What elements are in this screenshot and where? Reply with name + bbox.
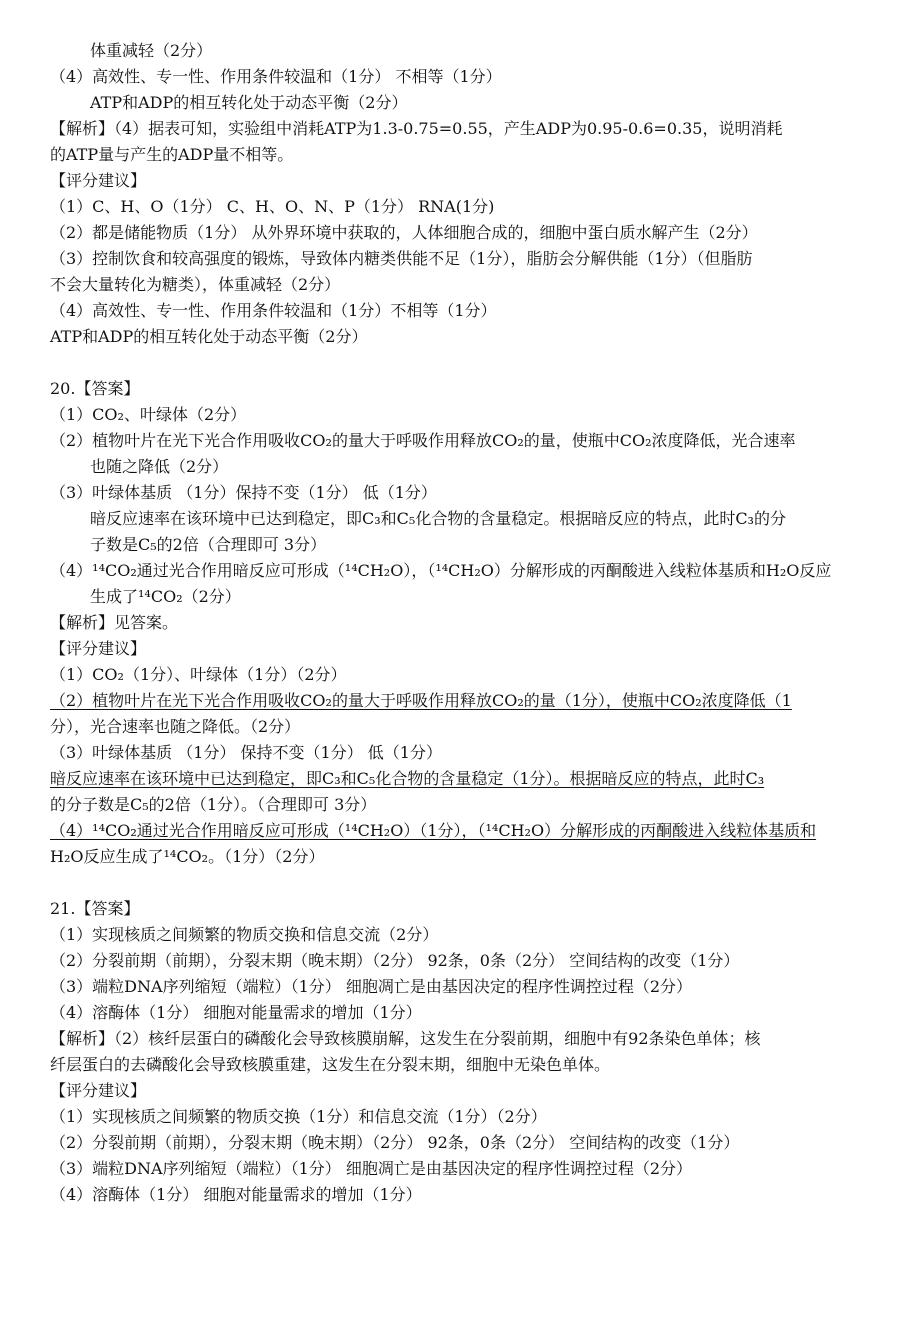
text-line: 也随之降低（2分） — [90, 457, 229, 476]
text-line: （1）C、H、O（1分） C、H、O、N、P（1分） RNA(1分) — [50, 197, 495, 216]
text-line: （1）实现核质之间频繁的物质交换和信息交流（2分） — [50, 925, 439, 944]
text-line: 子数是C₅的2倍（合理即可 3分） — [90, 535, 327, 554]
text-line: （1）CO₂、叶绿体（2分） — [50, 405, 247, 424]
question-heading: 20.【答案】 — [50, 379, 140, 398]
text-line: （2）植物叶片在光下光合作用吸收CO₂的量大于呼吸作用释放CO₂的量，使瓶中CO₂浓度降低，光合速率 — [50, 431, 796, 450]
text-line: （3）端粒DNA序列缩短（端粒）（1分） 细胞凋亡是由基因决定的程序性调控过程（2分） — [50, 977, 693, 996]
text-line: H₂O反应生成了¹⁴CO₂。（1分）（2分） — [50, 847, 325, 866]
text-line: 的分子数是C₅的2倍（1分）。（合理即可 3分） — [50, 795, 377, 814]
text-line: （4）¹⁴CO₂通过光合作用暗反应可形成（¹⁴CH₂O）（1分），（¹⁴CH₂O）分解形成的丙酮酸进入线粒体基质和 — [50, 821, 817, 840]
text-line: 体重减轻（2分） — [90, 41, 213, 60]
text-line: （3）叶绿体基质 （1分）保持不变（1分） 低（1分） — [50, 483, 437, 502]
text-line: （3）端粒DNA序列缩短（端粒）（1分） 细胞凋亡是由基因决定的程序性调控过程（2分） — [50, 1159, 693, 1178]
text-line: 纤层蛋白的去磷酸化会导致核膜重建，这发生在分裂末期，细胞中无染色单体。 — [50, 1055, 611, 1074]
text-line: 分），光合速率也随之降低。（2分） — [50, 717, 301, 736]
section-heading: 【评分建议】 — [50, 639, 147, 658]
text-line: （2）分裂前期（前期），分裂末期（晚末期）（2分） 92条，0条（2分） 空间结构的改变（1分） — [50, 951, 740, 970]
text-line: 不会大量转化为糖类），体重减轻（2分） — [50, 275, 341, 294]
text-line: （1）CO₂（1分）、叶绿体（1分）（2分） — [50, 665, 347, 684]
text-line: （4）溶酶体（1分） 细胞对能量需求的增加（1分） — [50, 1003, 422, 1022]
text-line: （3）控制饮食和较高强度的锻炼，导致体内糖类供能不足（1分），脂肪会分解供能（1分）（但脂肪 — [50, 249, 753, 268]
text-line: 生成了¹⁴CO₂（2分） — [90, 587, 241, 606]
text-line: 暗反应速率在该环境中已达到稳定，即C₃和C₅化合物的含量稳定（1分）。根据暗反应的特点，此时C₃ — [50, 769, 765, 788]
text-line: （2）植物叶片在光下光合作用吸收CO₂的量大于呼吸作用释放CO₂的量（1分），使瓶中CO₂浓度降低（1 — [50, 691, 792, 710]
text-line: 【解析】见答案。 — [50, 613, 179, 632]
text-line: ATP和ADP的相互转化处于动态平衡（2分） — [90, 93, 408, 112]
text-line: （1）实现核质之间频繁的物质交换（1分）和信息交流（1分）（2分） — [50, 1107, 547, 1126]
section-heading: 【评分建议】 — [50, 1081, 147, 1100]
question-heading: 21.【答案】 — [50, 899, 140, 918]
text-line: ATP和ADP的相互转化处于动态平衡（2分） — [50, 327, 368, 346]
text-line: （4）溶酶体（1分） 细胞对能量需求的增加（1分） — [50, 1185, 422, 1204]
text-line: 的ATP量与产生的ADP量不相等。 — [50, 145, 294, 164]
text-line: （2）都是储能物质（1分） 从外界环境中获取的，人体细胞合成的，细胞中蛋白质水解产生（2分） — [50, 223, 758, 242]
text-line: （4）高效性、专一性、作用条件较温和（1分）不相等（1分） — [50, 301, 497, 320]
text-line: 【解析】（2）核纤层蛋白的磷酸化会导致核膜崩解，这发生在分裂前期，细胞中有92条染色单体；核 — [50, 1029, 761, 1048]
text-line: （2）分裂前期（前期），分裂末期（晚末期）（2分） 92条，0条（2分） 空间结构的改变（1分） — [50, 1133, 740, 1152]
text-line: （3）叶绿体基质 （1分） 保持不变（1分） 低（1分） — [50, 743, 442, 762]
text-line: （4）高效性、专一性、作用条件较温和（1分） 不相等（1分） — [50, 67, 502, 86]
text-line: （4）¹⁴CO₂通过光合作用暗反应可形成（¹⁴CH₂O），（¹⁴CH₂O）分解形成的丙酮酸进入线粒体基质和H₂O反应 — [50, 561, 832, 580]
text-line: 【解析】（4）据表可知，实验组中消耗ATP为1.3-0.75=0.55，产生ADP为0.95-0.6=0.35，说明消耗 — [50, 119, 783, 138]
section-heading: 【评分建议】 — [50, 171, 147, 190]
text-line: 暗反应速率在该环境中已达到稳定，即C₃和C₅化合物的含量稳定。根据暗反应的特点，此时C₃的分 — [90, 509, 786, 528]
